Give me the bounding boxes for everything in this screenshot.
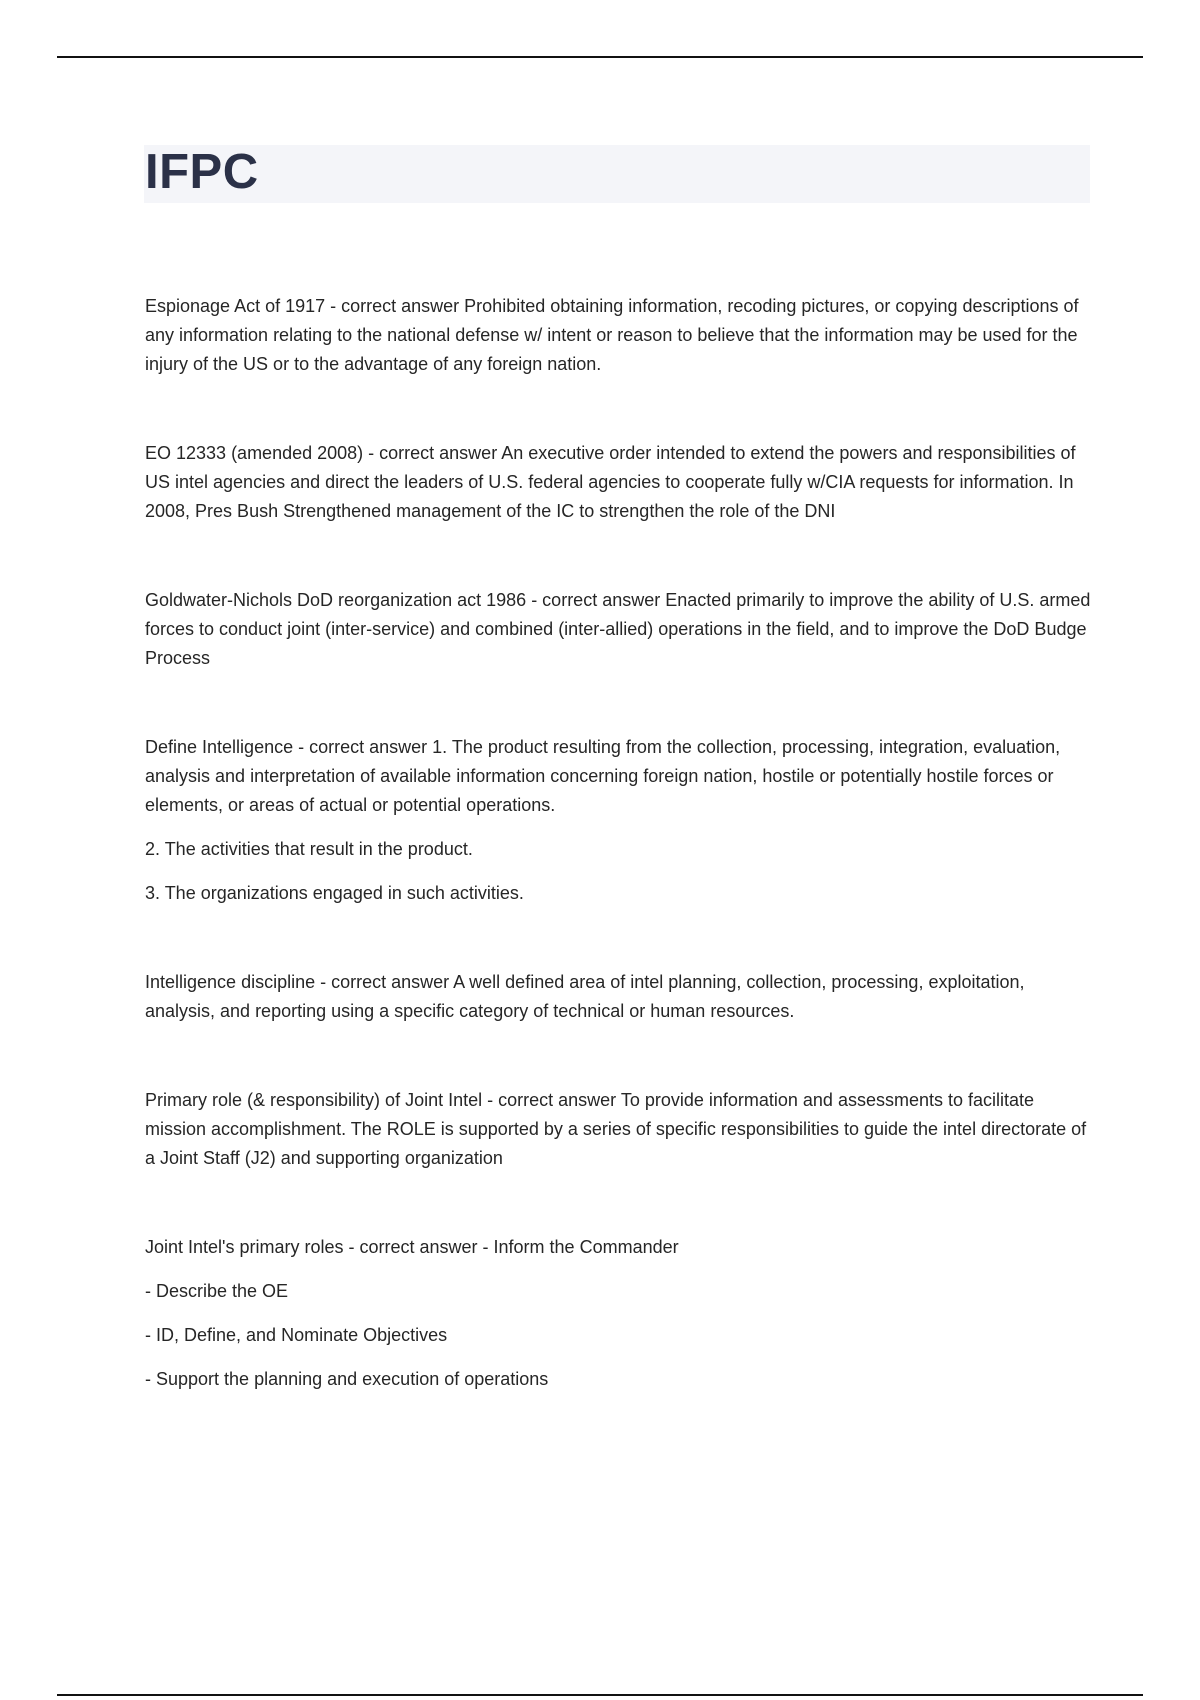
entry-subpoint: 2. The activities that result in the product. — [145, 839, 473, 859]
entry-subpoint: - ID, Define, and Nominate Objectives — [145, 1325, 448, 1345]
entry-text: Intelligence discipline - correct answer A well defined area of intel planning, collection, processing, exploitation, analysis, and reporting using a specific category of technical or human resources. — [145, 972, 1025, 1021]
page-title: IFPC — [145, 145, 259, 199]
entry-subpoint: 3. The organizations engaged in such activities. — [145, 883, 524, 903]
title-band — [144, 145, 1090, 203]
flashcard-entry-joint-intel-role — [145, 1086, 1095, 1173]
flashcard-entry-joint-intel-primary-roles — [145, 1233, 1095, 1394]
entry-text: EO 12333 (amended 2008) - correct answer An executive order intended to extend the powers and responsibilities of US intel agencies and direct the leaders of U.S. federal agencies to cooperate fully w/CIA requests for information. In 2008, Pres Bush Strengthened management of the IC to strengthen the role of the DNI — [145, 443, 1076, 521]
top-divider — [57, 56, 1143, 58]
entry-subpoint: - Support the planning and execution of operations — [145, 1369, 549, 1389]
entry-text: Primary role (& responsibility) of Joint Intel - correct answer To provide information and assessments to facilitate mission accomplishment. The ROLE is supported by a series of specific responsibilities to guide the intel directorate of a Joint Staff (J2) and supporting organization — [145, 1090, 1087, 1168]
bottom-divider — [57, 1694, 1143, 1696]
flashcard-entry-goldwater-nichols — [145, 586, 1095, 673]
entry-subpoint: - Describe the OE — [145, 1281, 289, 1301]
flashcard-entry-intelligence-discipline — [145, 968, 1095, 1026]
flashcard-entry-define-intelligence — [145, 733, 1095, 908]
flashcard-entry-eo-12333 — [145, 439, 1095, 526]
flashcard-entry-espionage-act — [145, 292, 1095, 379]
flashcard-list — [145, 292, 1095, 1454]
entry-text: Espionage Act of 1917 - correct answer Prohibited obtaining information, recoding pictures, or copying descriptions of any information relating to the national defense w/ intent or reason to believe that the information may be used for the injury of the US or to the advantage of any foreign nation. — [145, 296, 1079, 374]
entry-text: Goldwater-Nichols DoD reorganization act 1986 - correct answer Enacted primarily to improve the ability of U.S. armed forces to conduct joint (inter-service) and combined (inter-allied) operations in the field, and to improve the DoD Budge Process — [145, 590, 1091, 668]
entry-text: Define Intelligence - correct answer 1. The product resulting from the collection, processing, integration, evaluation, analysis and interpretation of available information concerning foreign nation, hostile or potentially hostile forces or elements, or areas of actual or potential operations. — [145, 737, 1061, 815]
entry-text: Joint Intel's primary roles - correct answer - Inform the Commander — [145, 1237, 679, 1257]
